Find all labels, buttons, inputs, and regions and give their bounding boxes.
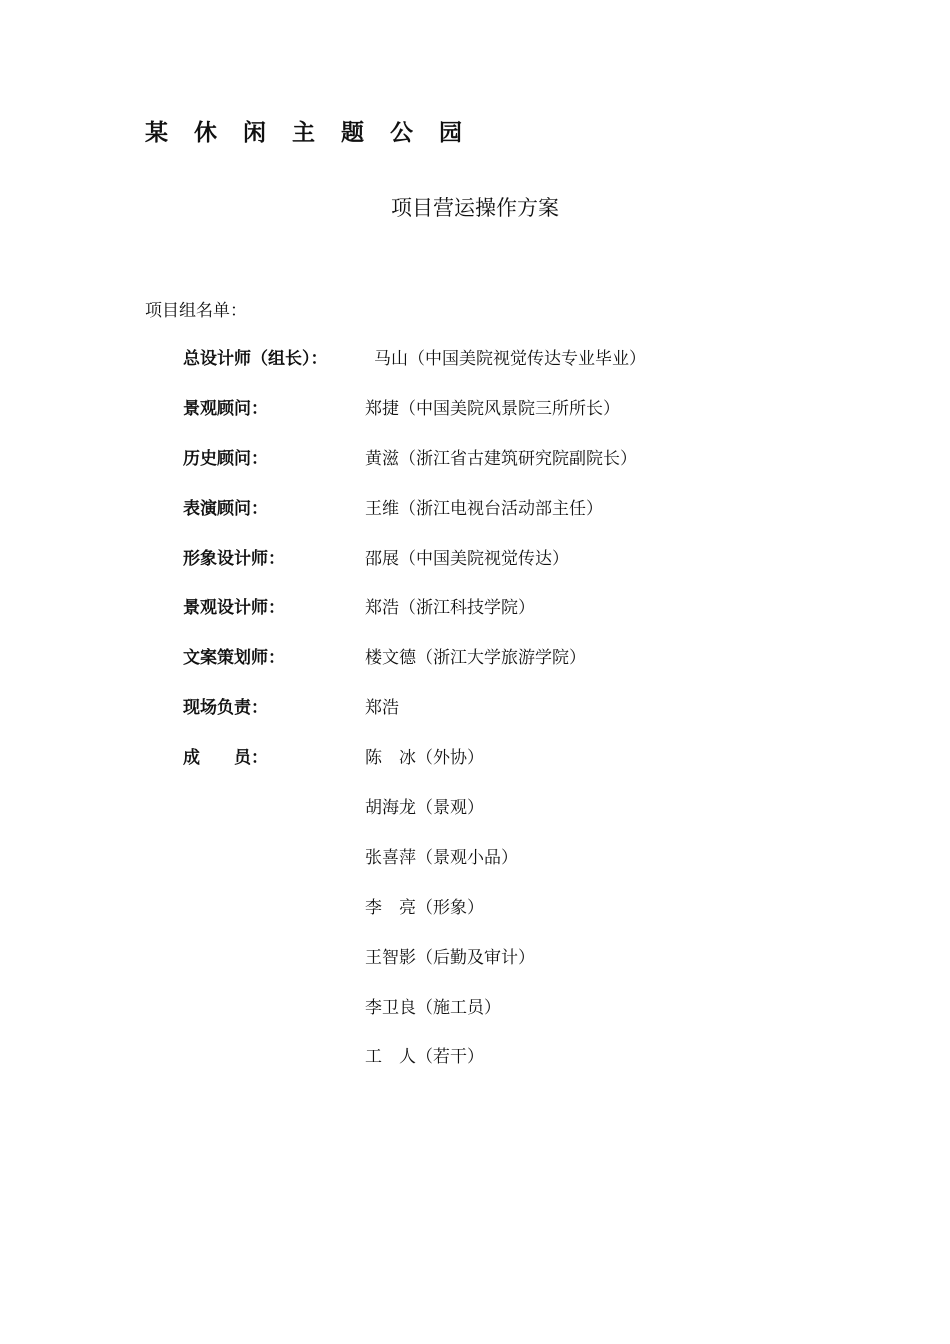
member-row	[0, 595, 950, 645]
member-row	[0, 1044, 950, 1094]
member-name: 楼文德（浙江大学旅游学院）	[365, 648, 586, 669]
member-row	[0, 346, 950, 396]
team-member-list	[0, 346, 950, 1094]
member-row	[0, 446, 950, 496]
member-name: 邵展（中国美院视觉传达）	[365, 548, 569, 569]
member-name: 陈 冰（外协）	[365, 748, 484, 769]
member-role: 现场负责：	[183, 698, 268, 719]
member-name: 王维（浙江电视台活动部主任）	[365, 498, 603, 519]
member-row	[0, 645, 950, 695]
member-role: 文案策划师：	[183, 648, 285, 669]
member-row	[0, 895, 950, 945]
document-subtitle: 项目营运操作方案	[391, 196, 559, 220]
member-name: 郑捷（中国美院风景院三所所长）	[365, 398, 620, 419]
member-row	[0, 396, 950, 446]
member-name: 王智影（后勤及审计）	[365, 947, 535, 968]
member-name: 胡海龙（景观）	[365, 798, 484, 819]
team-list-heading: 项目组名单：	[145, 301, 247, 321]
member-name: 黄滋（浙江省古建筑研究院副院长）	[365, 448, 637, 469]
member-role: 成 员：	[183, 748, 268, 769]
member-role: 总设计师（组长）：	[183, 349, 328, 369]
member-row	[0, 795, 950, 845]
member-row	[0, 945, 950, 995]
member-row	[0, 496, 950, 546]
member-row	[0, 845, 950, 895]
member-role: 景观设计师：	[183, 598, 285, 619]
member-name: 马山（中国美院视觉传达专业毕业）	[374, 349, 646, 369]
member-role: 形象设计师：	[183, 548, 285, 569]
document-title: 某 休 闲 主 题 公 园	[145, 120, 472, 146]
member-role: 历史顾问：	[183, 448, 268, 469]
member-name: 郑浩	[365, 698, 399, 719]
member-role: 表演顾问：	[183, 498, 268, 519]
member-row	[0, 546, 950, 596]
member-name: 郑浩（浙江科技学院）	[365, 598, 535, 619]
member-name: 工 人（若干）	[365, 1047, 484, 1068]
member-name: 李卫良（施工员）	[365, 997, 501, 1018]
member-name: 李 亮（形象）	[365, 897, 484, 918]
member-row	[0, 695, 950, 745]
member-name: 张喜萍（景观小品）	[365, 847, 518, 868]
member-role: 景观顾问：	[183, 398, 268, 419]
member-row	[0, 745, 950, 795]
member-row	[0, 995, 950, 1045]
